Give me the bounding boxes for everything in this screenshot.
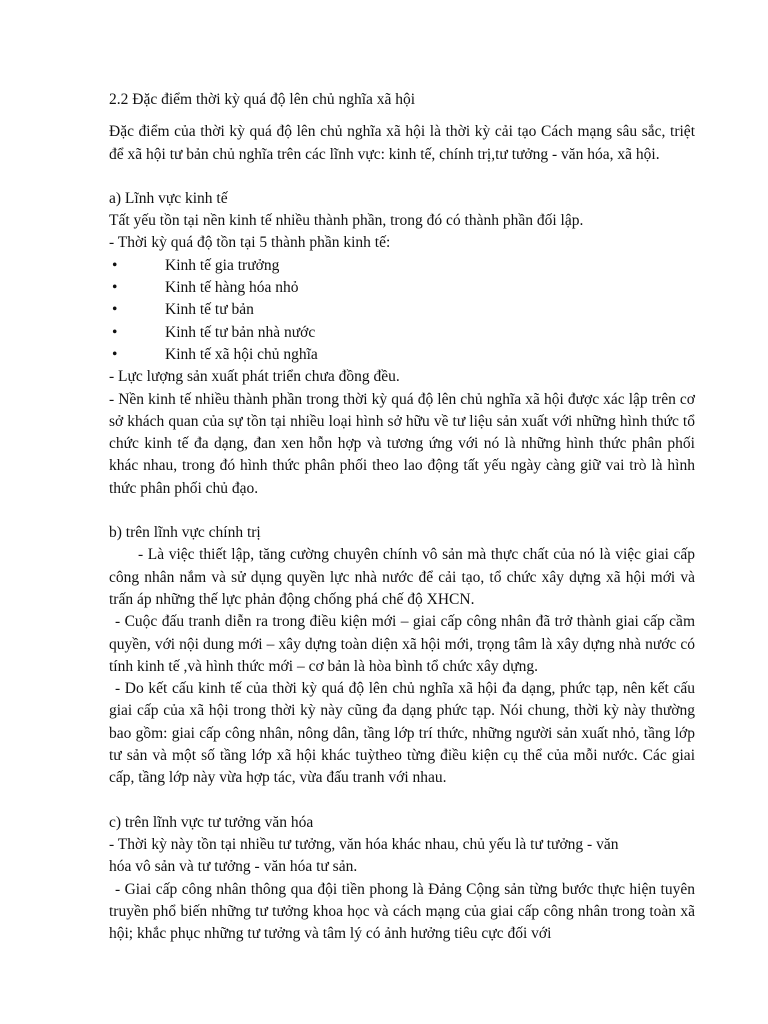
bullet-icon: • <box>112 256 118 274</box>
list-item-label: Kinh tế gia trưởng <box>165 256 280 274</box>
section-b-paragraph-3: - Do kết cấu kinh tế của thời kỳ quá độ lên chủ nghĩa xã hội đa dạng, phức tạp, nên kết cấu giai cấp của xã hội trong thời kỳ này cũng đa dạng phức tạp. Nói chung, thời kỳ này thường bao gồm: giai cấp công nhân, nông dân, tầng lớp trí thức, những người sản xuất nhỏ, tầng lớp tư sản và một số tầng lớp xã hội khác tuỳtheo từng điều kiện cụ thể của mỗi nước. Các giai cấp, tầng lớp này vừa hợp tác, vừa đấu tranh với nhau. <box>109 680 695 787</box>
spacer <box>109 166 695 188</box>
list-item-label: Kinh tế hàng hóa nhỏ <box>165 279 299 297</box>
list-item <box>109 322 695 344</box>
section-a-heading: a) Lĩnh vực kinh tế <box>109 189 228 207</box>
document-page <box>109 89 695 945</box>
spacer <box>109 790 695 812</box>
section-b-heading: b) trên lĩnh vực chính trị <box>109 524 261 542</box>
bullet-icon: • <box>112 345 118 363</box>
section-b-paragraph-1: - Là việc thiết lập, tăng cường chuyên chính vô sản mà thực chất của nó là việc giai cấp công nhân nắm và sử dụng quyền lực nhà nước để cải tạo, tổ chức xây dựng xã hội mới và trấn áp những thế lực phản động chống phá chế độ XHCN. <box>109 546 695 608</box>
list-item <box>109 255 695 277</box>
intro-paragraph: Đặc điểm của thời kỳ quá độ lên chủ nghĩa xã hội là thời kỳ cải tạo Cách mạng sâu sắc, triệt để xã hội tư bản chủ nghĩa trên các lĩnh vực: kinh tế, chính trị,tư tưởng - văn hóa, xã hội. <box>109 123 695 163</box>
list-item <box>109 344 695 366</box>
section-b-paragraph-2: - Cuộc đấu tranh diễn ra trong điều kiện mới – giai cấp công nhân đã trở thành giai cấp cầm quyền, với nội dung mới – xây dựng toàn diện xã hội mới, trọng tâm là xây dựng nhà nước có tính kinh tế ,và hình thức mới – cơ bản là hòa bình tổ chức xây dựng. <box>109 613 695 675</box>
section-a-paragraph: - Nền kinh tế nhiều thành phần trong thời kỳ quá độ lên chủ nghĩa xã hội được xác lập trên cơ sở khách quan của sự tồn tại nhiều loại hình sở hữu về tư liệu sản xuất với những hình thức tổ chức kinh tế đa dạng, đan xen hỗn hợp và tương ứng với nó là những hình thức phân phối khác nhau, trong đó hình thức phân phối theo lao động tất yếu ngày càng giữ vai trò là hình thức phân phối chủ đạo. <box>109 390 695 497</box>
bullet-icon: • <box>112 301 118 319</box>
section-c-heading: c) trên lĩnh vực tư tưởng văn hóa <box>109 813 314 831</box>
section-c-paragraph-2: - Giai cấp công nhân thông qua đội tiền phong là Đảng Cộng sản từng bước thực hiện tuyên truyền phổ biến những tư tưởng khoa học và cách mạng của giai cấp công nhân trong toàn xã hội; khắc phục những tư tưởng và tâm lý có ảnh hưởng tiêu cực đối với <box>109 880 695 943</box>
list-item <box>109 299 695 321</box>
list-item-label: Kinh tế xã hội chủ nghĩa <box>165 345 318 363</box>
bullet-icon: • <box>112 279 118 297</box>
section-c-line-1b: hóa vô sản và tư tưởng - văn hóa tư sản. <box>109 858 358 876</box>
list-item-label: Kinh tế tư bản <box>165 301 254 319</box>
section-a-line-1: Tất yếu tồn tại nền kinh tế nhiều thành phần, trong đó có thành phần đối lập. <box>109 212 584 230</box>
list-item-label: Kinh tế tư bản nhà nước <box>165 323 316 341</box>
section-a-line-2: - Thời kỳ quá độ tồn tại 5 thành phần kinh tế: <box>109 234 391 252</box>
economic-sectors-list <box>109 255 695 366</box>
section-title: 2.2 Đặc điểm thời kỳ quá độ lên chủ nghĩa xã hội <box>109 91 416 108</box>
list-item <box>109 277 695 299</box>
section-a-line-3: - Lực lượng sản xuất phát triển chưa đồng đều. <box>109 368 400 386</box>
spacer <box>109 500 695 522</box>
section-c-line-1a: - Thời kỳ này tồn tại nhiều tư tưởng, văn hóa khác nhau, chủ yếu là tư tưởng - văn <box>109 835 619 853</box>
bullet-icon: • <box>112 323 118 341</box>
